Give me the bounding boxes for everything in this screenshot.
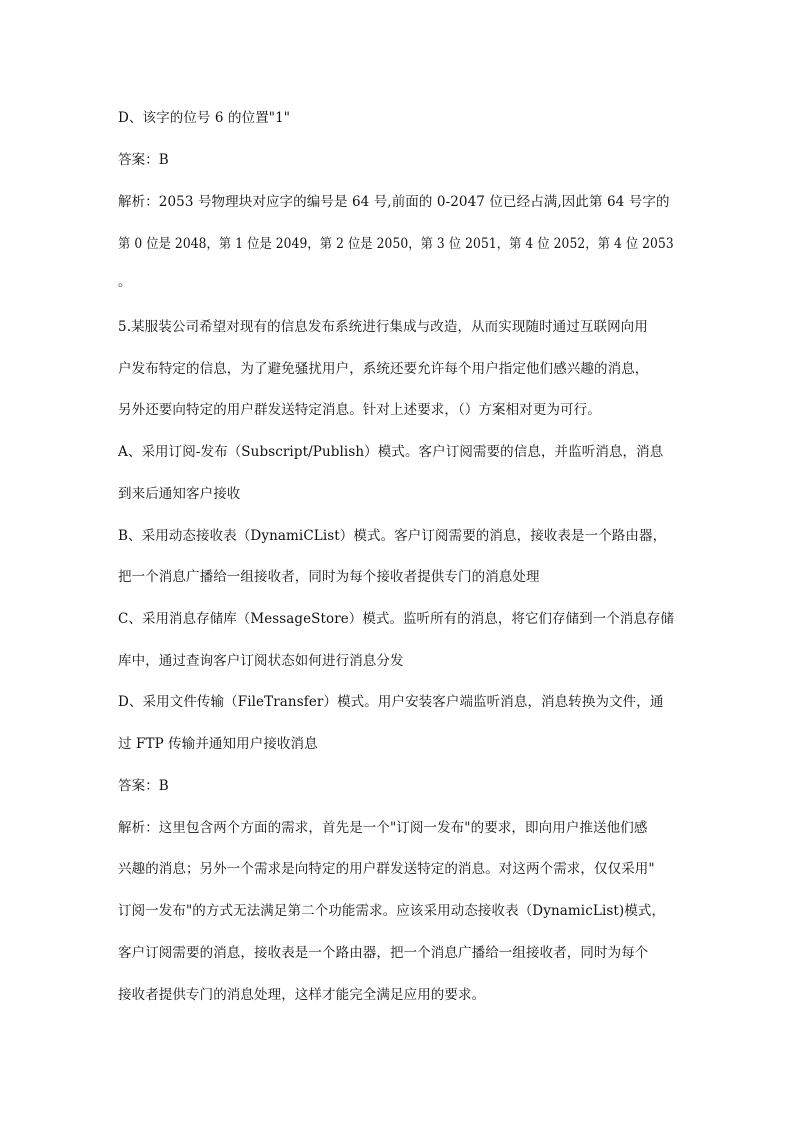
analysis-line: 订阅一发布"的方式无法满足第二个功能需求。应该采用动态接收表（DynamicList)模式，	[118, 903, 666, 919]
option-b-line: 把一个消息广播给一组接收者，同时为每个接收者提供专门的消息处理	[118, 569, 540, 585]
analysis-line: 客户订阅需要的消息，接收表是一个路由器，把一个消息广播给一组接收者，同时为每个	[118, 945, 649, 961]
option-d-line: 过 FTP 传输并通知用户接收消息	[118, 736, 318, 752]
option-a-line: 到来后通知客户接收	[118, 486, 241, 502]
analysis-line: 接收者提供专门的消息处理，这样才能完全满足应用的要求。	[118, 987, 486, 1003]
option-b-line: B、采用动态接收表（DynamiCList）模式。客户订阅需要的消息，接收表是一个路由器，	[118, 528, 667, 544]
analysis-line: 兴趣的消息；另外一个需求是向特定的用户群发送特定的消息。对这两个需求，仅仅采用"	[118, 861, 655, 877]
option-d-line: D、该字的位号 6 的位置"1"	[118, 110, 291, 126]
question-line: 另外还要向特定的用户群发送特定消息。针对上述要求，（）方案相对更为可行。	[118, 402, 601, 418]
question-line: 户发布特定的信息，为了避免骚扰用户，系统还要允许每个用户指定他们感兴趣的消息，	[118, 361, 649, 377]
analysis-line: 解析：2053 号物理块对应字的编号是 64 号,前面的 0-2047 位已经占满,因此第 64 号字的	[118, 194, 670, 210]
question-line: 5.某服装公司希望对现有的信息发布系统进行集成与改造，从而实现随时通过互联网向用	[118, 319, 648, 335]
analysis-line: 。	[118, 274, 132, 290]
option-c-line: C、采用消息存储库（MessageStore）模式。监听所有的消息，将它们存储到一个消息存储	[118, 611, 675, 627]
analysis-line: 解析：这里包含两个方面的需求，首先是一个"订阅一发布"的要求，即向用户推送他们感	[118, 820, 648, 836]
answer-line: 答案：B	[118, 152, 169, 168]
answer-line: 答案：B	[118, 778, 169, 794]
option-c-line: 库中，通过查询客户订阅状态如何进行消息分发	[118, 653, 404, 669]
option-a-line: A、采用订阅-发布（Subscript/Publish）模式。客户订阅需要的信息，并监听消息，消息	[118, 444, 664, 460]
analysis-line: 第 0 位是 2048，第 1 位是 2049，第 2 位是 2050，第 3 位 2051，第 4 位 2052，第 4 位 2053	[118, 236, 674, 252]
option-d-line: D、采用文件传输（FileTransfer）模式。用户安装客户端监听消息，消息转换为文件，通	[118, 694, 664, 710]
